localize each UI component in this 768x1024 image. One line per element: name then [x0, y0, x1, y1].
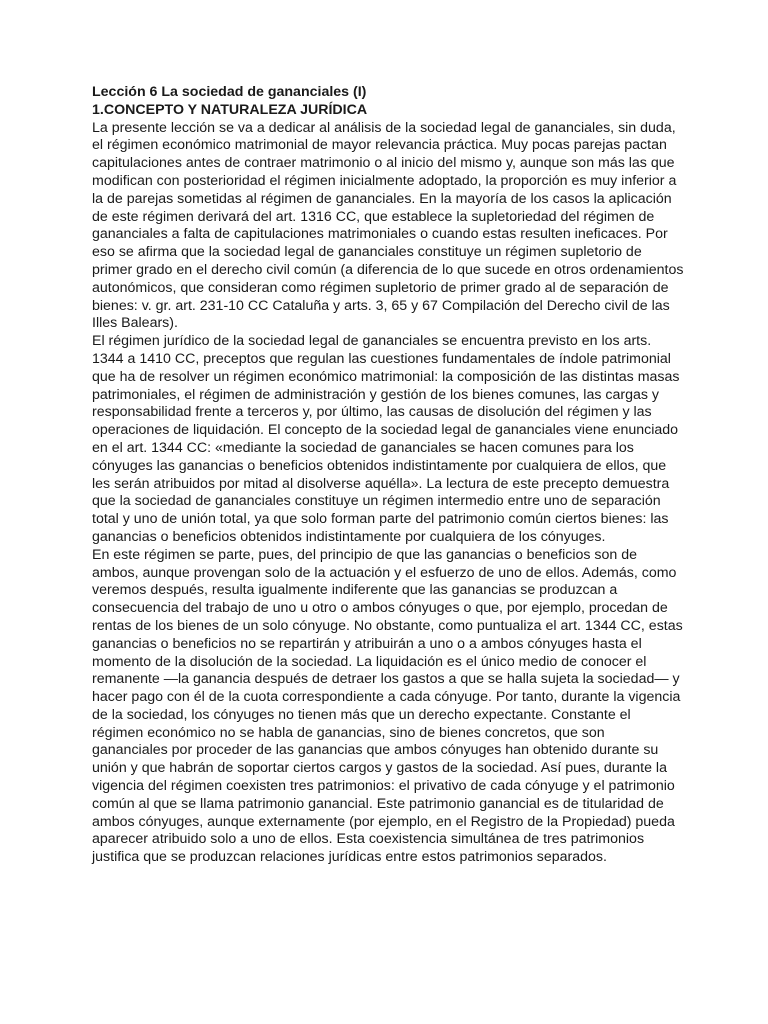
paragraph-1: La presente lección se va a dedicar al análisis de la sociedad legal de gananciales, sin duda, el régimen económico matrimonial de mayor relevancia práctica. Muy pocas parejas pactan capitulaciones antes de contraer matrimonio o al inicio del mismo y, aunque son más las que modifican con posterioridad el régimen inicialmente adoptado, la proporción es muy inferior a la de parejas sometidas al régimen de gananciales. En la mayoría de los casos la aplicación de este régimen derivará del art. 1316 CC, que establece la supletoriedad del régimen de gananciales a falta de capitulaciones matrimoniales o cuando estas resulten ineficaces. Por eso se afirma que la sociedad legal de gananciales constituye un régimen supletorio de primer grado en el derecho civil común (a diferencia de lo que sucede en otros ordenamientos autonómicos, que consideran como régimen supletorio de primer grado al de separación de bienes: v. gr. art. 231-10 CC Cataluña y arts. 3, 65 y 67 Compilación del Derecho civil de las Illes Balears).: [92, 119, 684, 332]
paragraph-2: El régimen jurídico de la sociedad legal de gananciales se encuentra previsto en los arts. 1344 a 1410 CC, preceptos que regulan las cuestiones fundamentales de índole patrimonial que ha de resolver un régimen económico matrimonial: la composición de las distintas masas patrimoniales, el régimen de administración y gestión de los bienes comunes, las cargas y responsabilidad frente a terceros y, por último, las causas de disolución del régimen y las operaciones de liquidación. El concepto de la sociedad legal de gananciales viene enunciado en el art. 1344 CC: «mediante la sociedad de gananciales se hacen comunes para los cónyuges las ganancias o beneficios obtenidos indistintamente por cualquiera de ellos, que les serán atribuidos por mitad al disolverse aquélla». La lectura de este precepto demuestra que la sociedad de gananciales constituye un régimen intermedio entre uno de separación total y uno de unión total, ya que solo forman parte del patrimonio común ciertos bienes: las ganancias o beneficios obtenidos indistintamente por cualquiera de los cónyuges.: [92, 333, 680, 545]
document-page: [92, 84, 684, 867]
paragraph-3: En este régimen se parte, pues, del principio de que las ganancias o beneficios son de ambos, aunque provengan solo de la actuación y el esfuerzo de uno de ellos. Además, como veremos después, resulta igualmente indiferente que las ganancias se produzcan a consecuencia del trabajo de uno u otro o ambos cónyuges o que, por ejemplo, procedan de rentas de los bienes de un solo cónyuge. No obstante, como puntualiza el art. 1344 CC, estas ganancias o beneficios no se repartirán y atribuirán a uno o a ambos cónyuges hasta el momento de la disolución de la sociedad. La liquidación es el único medio de conocer el remanente —la ganancia después de detraer los gastos a que se halla sujeta la sociedad— y hacer pago con él de la cuota correspondiente a cada cónyuge. Por tanto, durante la vigencia de la sociedad, los cónyuges no tienen más que un derecho expectante. Constante el régimen económico no se habla de ganancias, sino de bienes concretos, que son gananciales por proceder de las ganancias que ambos cónyuges han obtenido durante su unión y que habrán de soportar ciertos cargos y gastos de la sociedad. Así pues, durante la vigencia del régimen coexisten tres patrimonios: el privativo de cada cónyuge y el patrimonio común al que se llama patrimonio ganancial. Este patrimonio ganancial es de titularidad de ambos cónyuges, aunque externamente (por ejemplo, en el Registro de la Propiedad) pueda aparecer atribuido solo a uno de ellos. Esta coexistencia simultánea de tres patrimonios justifica que se produzcan relaciones jurídicas entre estos patrimonios separados.: [92, 546, 683, 866]
lesson-title: Lección 6 La sociedad de gananciales (I): [92, 84, 367, 100]
section-heading: 1.CONCEPTO Y NATURALEZA JURÍDICA: [92, 101, 368, 118]
